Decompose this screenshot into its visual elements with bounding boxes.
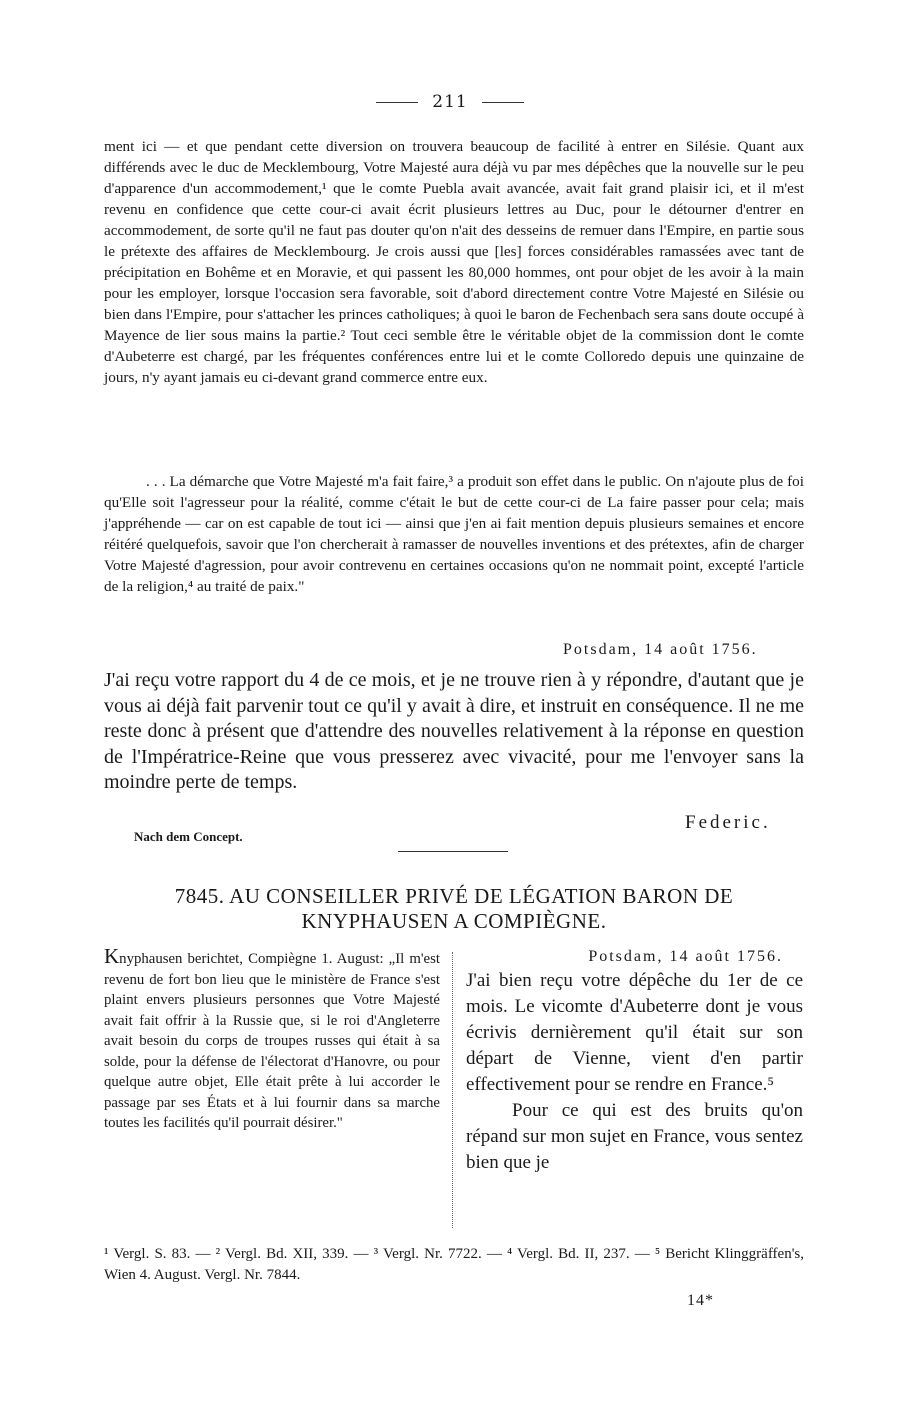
summary-initial: K bbox=[104, 944, 120, 968]
summary-text: nyphausen berichtet, Compiègne 1. August: „Il m'est revenu de fort bon lieu que le ministère de France s'est plaint envers plusieurs personnes que Votre Majesté avait fait offrir à la Russie que, si le roi d'Angleterre avait besoin du corps de troupes russes qui était à sa solde, pour la défense de l'électorat d'Hanovre, ou pour quelque autre objet, Elle était prête à lui accorder le passage par ses États et à lui fournir dans sa marche toutes les facilités qu'il pourrait désirer." bbox=[104, 951, 440, 1131]
reply-column-paragraph-1: J'ai bien reçu votre dépêche du 1er de ce mois. Le vicomte d'Aubeterre dont je vous écrivis dernièrement qu'il était sur son départ de Vienne, vient d'en partir effectivement pour se rendre en France.⁵ bbox=[466, 970, 803, 1095]
reply-column-place-date: Potsdam, 14 août 1756. bbox=[588, 948, 783, 965]
letter-extract-paragraph-2: . . . La démarche que Votre Majesté m'a fait faire,³ a produit son effet dans le public. On n'ajoute plus de foi qu'Elle soit l'agresseur pour la réalité, comme c'était le but de cette cour-ci de La faire passer pour cela; mais j'appréhende — car on est capable de tout ici — ainsi que j'en ai fait mention depuis plusieurs semaines et encore réitéré quelquefois, savoir que l'on chercherait à ramasser de nouvelles inventions et des prétextes, afin de charger Votre Majesté d'agression, pour avoir contrevenu en certaines occasions qu'on ne nommait point, excepté l'article de la religion,⁴ au traité de paix." bbox=[104, 473, 804, 595]
reply-signature: Federic. bbox=[685, 812, 771, 833]
page-number: 211 bbox=[432, 92, 468, 112]
source-note: Nach dem Concept. bbox=[134, 829, 243, 844]
footnotes: ¹ Vergl. S. 83. — ² Vergl. Bd. XII, 339. — ³ Vergl. Nr. 7722. — ⁴ Vergl. Bd. II, 237. — ⁵ Bericht Klinggräffen's, Wien 4. August. Vergl. Nr. 7844. bbox=[104, 1246, 804, 1283]
header-rule-left bbox=[376, 102, 418, 103]
report-summary bbox=[104, 946, 440, 1134]
section-divider bbox=[398, 851, 508, 852]
reply-column bbox=[466, 946, 803, 1176]
reply-column-paragraph-2: Pour ce qui est des bruits qu'on répand sur mon sujet en France, vous sentez bien que je bbox=[466, 1100, 803, 1173]
header-rule-right bbox=[482, 102, 524, 103]
column-separator bbox=[452, 952, 453, 1228]
document-heading-line-1: 7845. AU CONSEILLER PRIVÉ DE LÉGATION BARON DE bbox=[174, 884, 734, 908]
signature-mark: 14* bbox=[687, 1292, 714, 1309]
running-head bbox=[0, 92, 900, 112]
document-heading bbox=[104, 884, 804, 934]
reply-place-date: Potsdam, 14 août 1756. bbox=[563, 641, 758, 658]
letter-extract-paragraph-1: ment ici — et que pendant cette diversion on trouvera beaucoup de facilité à entrer en Silésie. Quant aux différends avec le duc de Mecklembourg, Votre Majesté aura déjà vu par mes dépêches que la nouvelle sur le peu d'apparence d'un accommodement,¹ que le comte Puebla avait avancée, avait fait grand plaisir ici, et il m'est revenu en confidence que cette cour-ci avait écrit plusieurs lettres au Duc, pour le détourner d'entrer en accommodement, de sorte qu'il ne faut pas douter qu'on n'ait des desseins de remuer dans l'Empire, en partie sous le prétexte des affaires de Mecklembourg. Je crois aussi que [les] forces considérables ramassées avec tant de précipitation en Bohême et en Moravie, et qui passent les 80,000 hommes, ont pour objet de les avoir à la main pour les employer, lorsque l'occasion sera favorable, soit d'abord directement contre Votre Majesté en Silésie ou bien dans l'Empire, pour s'attacher les princes catholiques; à quoi le baron de Fechenbach sera sans doute occupé à Mayence de lier sous mains la partie.² Tout ceci semble être le véritable objet de la commission dont le comte d'Aubeterre est chargé, par les fréquentes conférences entre lui et le comte Colloredo depuis une quinzaine de jours, n'y ayant jamais eu ci-devant grand commerce entre eux. bbox=[104, 138, 804, 386]
reply-text: J'ai reçu votre rapport du 4 de ce mois, et je ne trouve rien à y répondre, d'autant que je vous ai déjà fait parvenir tout ce qu'il y avait à dire, et instruit en conséquence. Il ne me reste donc à présent que d'attendre des nouvelles relativement à la réponse en question de l'Impératrice-Reine que vous presserez avec vivacité, pour me l'envoyer sans la moindre perte de temps. bbox=[104, 669, 804, 793]
document-heading-line-2: KNYPHAUSEN A COMPIÈGNE. bbox=[301, 909, 607, 933]
